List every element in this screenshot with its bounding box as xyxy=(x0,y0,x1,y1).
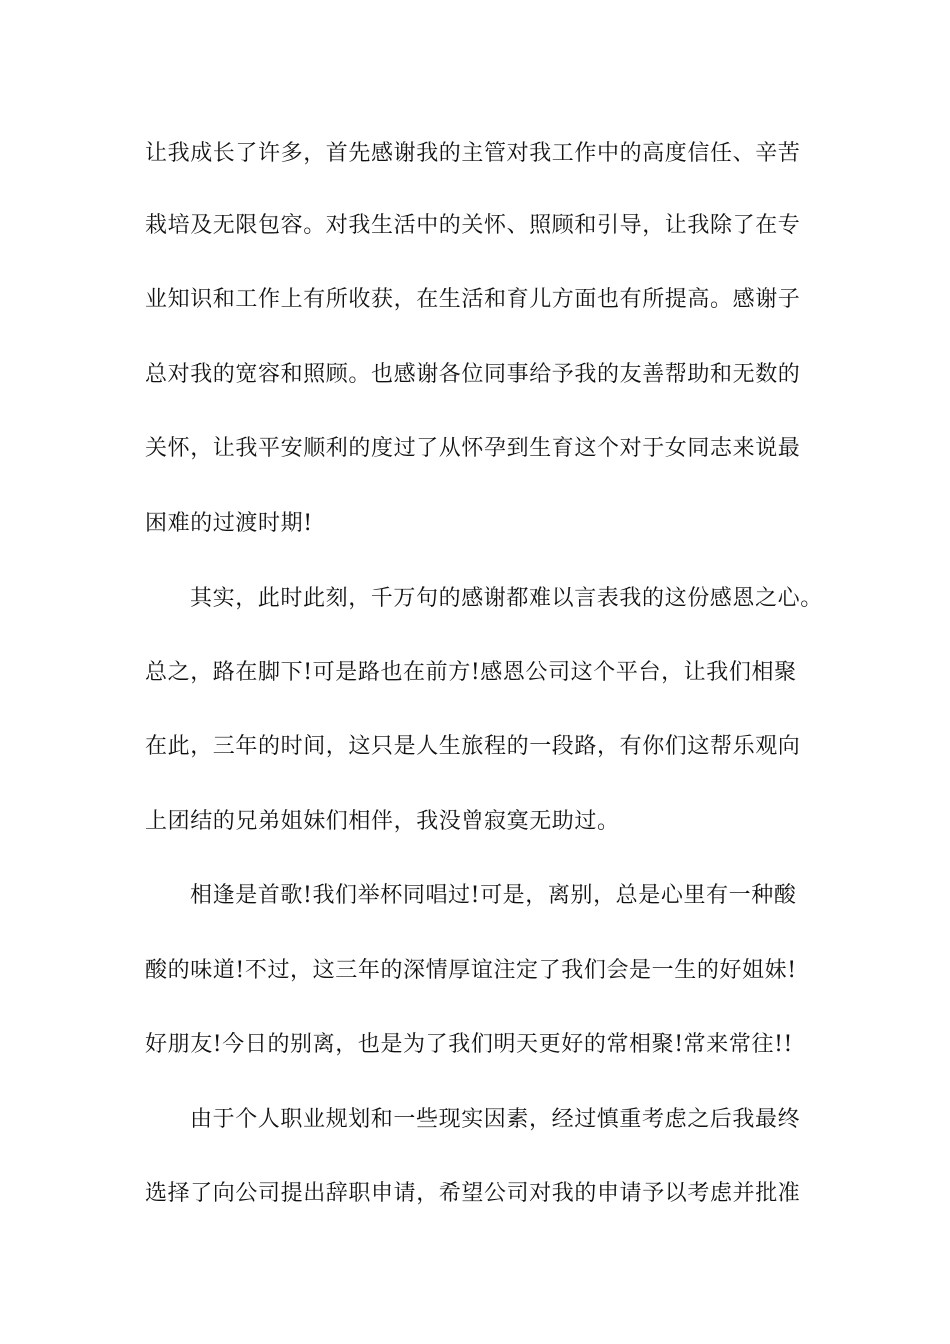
text-line: 栽培及无限包容。对我生活中的关怀、照顾和引导，让我除了在专 xyxy=(145,213,801,238)
text-line: 选择了向公司提出辞职申请，希望公司对我的申请予以考虑并批准 xyxy=(145,1181,801,1206)
text-line: 总之，路在脚下!可是路也在前方!感恩公司这个平台，让我们相聚 xyxy=(145,660,797,685)
text-line: 在此，三年的时间，这只是人生旅程的一段路，有你们这帮乐观向 xyxy=(145,734,801,759)
text-line: 让我成长了许多，首先感谢我的主管对我工作中的高度信任、辛苦 xyxy=(145,141,801,166)
text-line: 酸的味道!不过，这三年的深情厚谊注定了我们会是一生的好姐妹! xyxy=(145,958,797,983)
text-line: 业知识和工作上有所收获，在生活和育儿方面也有所提高。感谢子 xyxy=(145,287,801,312)
paragraph-first-line: 其实，此时此刻，千万句的感谢都难以言表我的这份感恩之心。 xyxy=(190,586,823,611)
text-line: 关怀，让我平安顺利的度过了从怀孕到生育这个对于女同志来说最 xyxy=(145,436,801,461)
text-line: 上团结的兄弟姐妹们相伴，我没曾寂寞无助过。 xyxy=(145,809,620,834)
text-line: 困难的过渡时期! xyxy=(145,511,313,536)
text-line: 总对我的宽容和照顾。也感谢各位同事给予我的友善帮助和无数的 xyxy=(145,362,801,387)
paragraph-first-line: 相逢是首歌!我们举杯同唱过!可是，离别，总是心里有一种酸 xyxy=(190,883,797,908)
text-line: 好朋友!今日的别离，也是为了我们明天更好的常相聚!常来常往!! xyxy=(145,1032,793,1057)
paragraph-first-line: 由于个人职业规划和一些现实因素，经过慎重考虑之后我最终 xyxy=(190,1107,801,1132)
